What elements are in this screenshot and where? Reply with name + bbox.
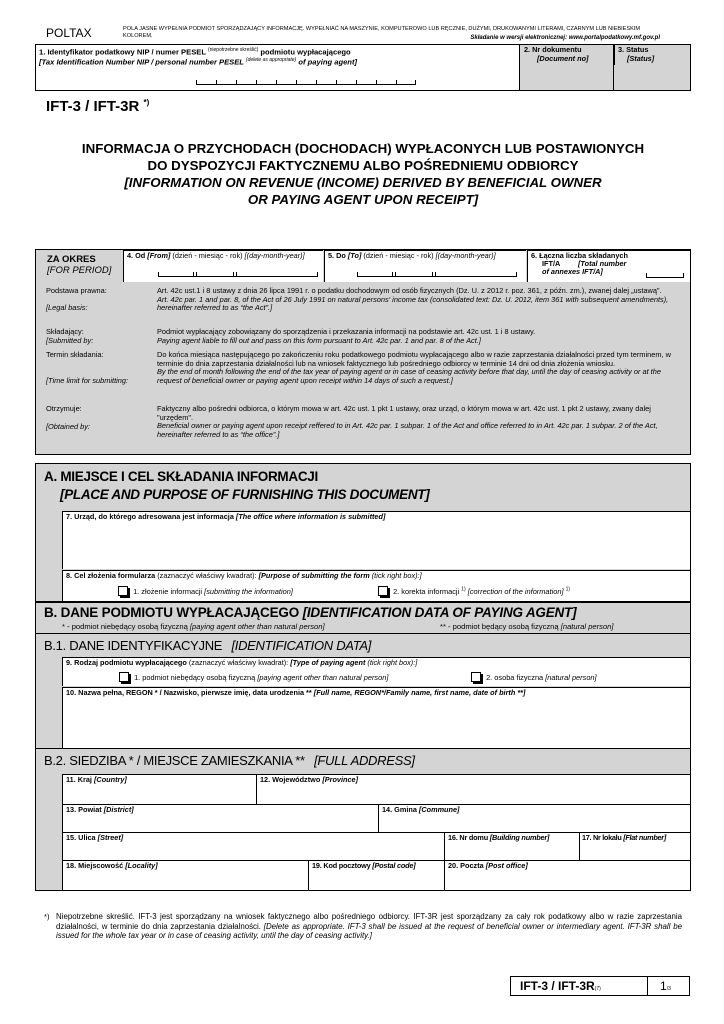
title-pl-2: DO DYSPOZYCJI FAKTYCZNEMU ALBO POŚREDNIEMU ODBIORCY [147, 158, 579, 173]
section-b-note-legal-person: * - podmiot niebędący osobą fizyczną [paying agent other than natural person] [62, 622, 325, 631]
field-19-postal-code[interactable]: 19. Kod pocztowy [Postal code] [308, 860, 444, 890]
divider [36, 748, 690, 749]
field-2-label-en: [Document no] [537, 53, 589, 63]
field-8-purpose: 8. Cel złożenia formularza (zaznaczyć właściwy kwadrat): [Purpose of submitting the form (tick right box):] 1. złożenie informacji [submitting the information] 2. korekta informacji $^{1)}$ [correction of the information] $^{1)}$ [62, 570, 690, 601]
field-3-label: 3. Status [618, 45, 649, 54]
period-label-en: [FOR PERIOD] [47, 265, 112, 276]
form-code: IFT-3 / IFT-3R [46, 98, 140, 115]
field-15-street[interactable]: 15. Ulica [Street] [62, 832, 444, 860]
field-6-annex-count[interactable]: 6. Łączna liczba składanych IFT/A [Total number of annexes IFT/A] [527, 250, 690, 282]
field-1-label-b: podmiotu wypłacającego [260, 47, 351, 57]
title-en-2: OR PAYING AGENT UPON RECEIPT] [247, 192, 479, 207]
electronic-filing-note: Składanie w wersji elektronicznej: www.portalpodatkowy.mf.gov.pl [470, 35, 660, 41]
time-limit-label: Termin składania: [Time limit for submitting: [46, 350, 129, 385]
divider [613, 45, 614, 90]
checkbox-natural-person[interactable] [471, 672, 481, 682]
legal-basis-text: Art. 42c ust.1 i 8 ustawy z dnia 26 lipca 1991 r. o podatku dochodowym od osób fizycznych (Dz. U. z 2012 r. poz. 361, z późn. zm.), zwanej dalej „ustawą”. Art. 42c par. 1 and par. 8, of the Act of 26 July 1991 on natural persons' income tax (consolidated text: Dz. U. 2012, item 361 with subsequent amendments), hereinafter referred to as “the Act”.] [157, 286, 669, 313]
field-1-label-en: [Tax Identification Number NIP / personal number PESEL [39, 57, 244, 67]
form-code-mark: *) [143, 98, 150, 107]
agent-type-option-2[interactable]: 2. osoba fizyczna [natural person] [471, 672, 597, 682]
obtained-by-label: Otrzymuje: [Obtained by: [46, 404, 90, 431]
section-b-note-natural-person: ** - podmiot będący osobą fizyczną [natural person] [440, 622, 614, 631]
section-b1-title: B.1. DANE IDENTYFIKACYJNE [IDENTIFICATION DATA] [44, 638, 372, 653]
field-18-locality[interactable]: 18. Miejscowość [Locality] [62, 860, 308, 890]
field-13-district[interactable]: 13. Powiat [District] [62, 804, 378, 832]
field-1-label-en-b: of paying agent] [298, 57, 357, 67]
field-2-label: 2. Nr dokumentu [524, 45, 582, 54]
period-label-pl: ZA OKRES [47, 254, 96, 265]
section-a-title-pl: A. MIEJSCE I CEL SKŁADANIA INFORMACJI [44, 469, 318, 484]
section-b2-title: B.2. SIEDZIBA * / MIEJSCE ZAMIESZKANIA ** [FULL ADDRESS] [44, 753, 415, 768]
field-3-status [614, 45, 690, 65]
field-12-province[interactable]: 12. Województwo [Province] [256, 774, 690, 804]
field-7-tax-office[interactable]: 7. Urząd, do którego adresowana jest informacja [The office where information is submitted] [62, 511, 690, 569]
field-4-date-from[interactable]: 4. Od [From] (dzień - miesiąc - rok) [(day-month-year)] [123, 250, 323, 282]
checkbox-submitting[interactable] [118, 586, 128, 596]
nip-digit-line [196, 81, 416, 85]
submitted-by-label: Składający: [Submitted by: [46, 327, 94, 345]
purpose-option-2[interactable]: 2. korekta informacji $^{1)}$ [correction of the information] $^{1)}$ [378, 586, 570, 596]
period-label [47, 254, 111, 276]
footnote-text: Niepotrzebne skreślić. IFT-3 jest sporządzany na wniosek faktycznego albo pośredniego odbiorcy. IFT-3R jest sporządzany za cały rok podatkowy albo w razie zaprzestania działalności, w terminie do dnia zaprzestania działalności. [Delete as appropriate. IFT-3 shall be issued at the request of beneficial owner or intermediary agent. IFT-3R shall be issued for the whole tax year or in case of ceasing activity, until the day of ceasing activity.] [56, 912, 682, 941]
submitted-by-text: Podmiot wypłacający zobowiązany do sporządzenia i przekazania informacji na podstawie art. 42c ust. 1 i 8 ustawy. Paying agent liable to fill out and pass on this form pursuant to Art. 42c par. 1 and par. 8 of the Act.] [157, 327, 536, 345]
field-10-full-name[interactable]: 10. Nazwa pełna, REGON * / Nazwisko, pierwsze imię, data urodzenia ** [Full name, REGON*/Family name, first name, date of birth **] [62, 687, 690, 748]
field-1-note-en: (delete as appropriate) [245, 57, 297, 64]
purpose-option-1[interactable]: 1. złożenie informacji [submitting the information] [118, 586, 293, 596]
divider [36, 633, 690, 634]
field-20-post-office[interactable]: 20. Poczta [Post office] [444, 860, 690, 890]
field-2-document-no [521, 45, 613, 65]
field-14-commune[interactable]: 14. Gmina [Commune] [378, 804, 690, 832]
title-pl-1: INFORMACJA O PRZYCHODACH (DOCHODACH) WYPŁACONYCH LUB POSTAWIONYCH [81, 141, 645, 156]
field-9-agent-type: 9. Rodzaj podmiotu wypłacającego (zaznaczyć właściwy kwadrat): [Type of paying agent (tick right box):] 1. podmiot niebędący osobą fizyczną [paying agent other than natural person] 2. osoba fizyczna [natural person] [62, 657, 690, 686]
obtained-by-text: Faktyczny albo pośredni odbiorca, o którym mowa w art. 42c ust. 1 pkt 1 ustawy, oraz urząd, o którym mowa w art. 42c ust. 1 pkt 2 ustawy, zwany dalej "urzędem". Beneficial owner or paying agent upon receipt reffered to in Art. 42c par. 1 subpar. 1 of the Act and office referred to in Art. 42c par. 1 subpar. 2 of the Act, hereinafter referred to as “the office”.] [157, 404, 658, 439]
time-limit-text: Do końca miesiąca następującego po zakończeniu roku podatkowego podmiotu wypłacającego albo w razie zaprzestania działalności przed tym terminem, w terminie do dnia zaprzestania działalności lub na wniosek faktycznego lub pośredniego odbiorcy w terminie 14 dni od dnia złożenia wniosku. By the end of month following the end of the tax year of paying agent or in case of ceasing activity before that day, until the day of ceasing activity or at the request of beneficial owner or paying agent upon receipt within 14 days of such a request.] [157, 350, 671, 385]
poltax-label: POLTAX [46, 26, 92, 40]
date-from-line [158, 273, 318, 277]
field-1-note: (niepotrzebne skreślić) [207, 47, 259, 53]
field-1-nip-pesel[interactable] [36, 45, 520, 90]
footnote-mark: *) [44, 912, 50, 921]
field-17-flat-number[interactable]: 17. Nr lokalu [Flat number] [579, 832, 690, 860]
form-code-title [46, 98, 149, 115]
title-en-1: [INFORMATION ON REVENUE (INCOME) DERIVED BY BENEFICIAL OWNER [124, 175, 602, 190]
checkbox-non-natural-person[interactable] [119, 672, 129, 682]
field-16-building-number[interactable]: 16. Nr domu [Building number] [444, 832, 579, 860]
field-5-date-to[interactable]: 5. Do [To] (dzień - miesiąc - rok) [(day-month-year)] [324, 250, 526, 282]
main-title [35, 140, 691, 208]
date-to-line [357, 273, 517, 277]
footer-page-number: 1/3 [660, 979, 671, 993]
field-11-country[interactable]: 11. Kraj [Country] [62, 774, 256, 804]
annex-count-line [646, 274, 684, 278]
field-3-label-en: [Status] [627, 53, 655, 63]
section-a-title-en: [PLACE AND PURPOSE OF FURNISHING THIS DOCUMENT] [60, 487, 430, 502]
section-b-title: B. DANE PODMIOTU WYPŁACAJĄCEGO [IDENTIFICATION DATA OF PAYING AGENT] [44, 605, 577, 620]
agent-type-option-1[interactable]: 1. podmiot niebędący osobą fizyczną [paying agent other than natural person] [119, 672, 388, 682]
legal-basis-label: Podstawa prawna: [Legal basis: [46, 286, 107, 312]
divider [647, 976, 648, 996]
footer-form-code: IFT-3 / IFT-3R(7) [520, 979, 601, 993]
section-a-title [44, 468, 429, 504]
checkbox-correction[interactable] [378, 586, 388, 596]
field-1-label: 1. Identyfikator podatkowy NIP / numer PESEL [39, 47, 206, 57]
header-instruction: POLA JASNE WYPEŁNIA PODMIOT SPORZĄDZAJĄCY INFORMACJĘ. WYPEŁNIAĆ NA MASZYNIE, KOMPUTEROWO LUB RĘCZNIE, DUŻYMI, DRUKOWANYMI LITERAMI, CZARNYM LUB NIEBIESKIM KOLOREM. [123, 26, 641, 39]
